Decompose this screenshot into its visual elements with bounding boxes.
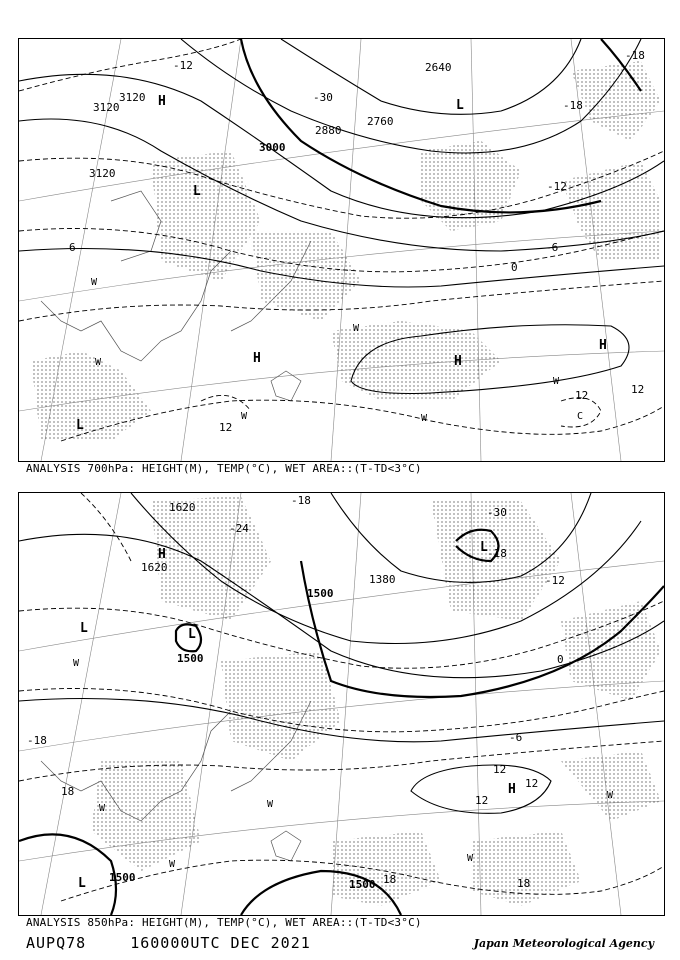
temperature-label: -30 — [313, 91, 333, 104]
height-label: 3120 — [89, 167, 116, 180]
temperature-label: 18 — [61, 785, 75, 798]
height-label: 2640 — [425, 61, 452, 74]
warm-mark: W — [241, 411, 248, 422]
temperature-label: 12 — [575, 389, 589, 402]
warm-mark: W — [99, 803, 106, 814]
pressure-center: L — [193, 184, 201, 199]
height-label: 1500 — [177, 652, 204, 665]
height-label: 2760 — [367, 115, 394, 128]
pressure-center: L — [188, 627, 196, 642]
height-labels — [89, 61, 452, 180]
pressure-center: H — [253, 351, 261, 366]
height-label: 3120 — [119, 91, 146, 104]
warm-mark: W — [607, 790, 614, 801]
caption-700hpa: ANALYSIS 700hPa: HEIGHT(M), TEMP(°C), WET AREA::(T-TD<3°C) — [26, 462, 422, 475]
bulletin-code: AUPQ78 — [26, 934, 87, 952]
pressure-center: L — [76, 418, 84, 433]
height-label: 3120 — [93, 101, 120, 114]
bulletin-header — [26, 934, 311, 952]
temperature-label: -18 — [291, 494, 311, 507]
map-850hpa-svg — [19, 493, 664, 915]
warm-mark: W — [169, 859, 176, 870]
height-label: 1500 — [307, 587, 334, 600]
pressure-center: H — [158, 547, 166, 562]
temperature-label: 12 — [475, 794, 489, 807]
wet-area — [91, 496, 661, 906]
pressure-center: L — [456, 98, 464, 113]
map-700hpa-svg — [19, 39, 664, 461]
temperature-label: -12 — [547, 180, 567, 193]
pressure-center: H — [454, 354, 462, 369]
temperature-label: -18 — [487, 547, 507, 560]
temperature-label: -30 — [487, 506, 507, 519]
height-label: 2880 — [315, 124, 342, 137]
temperature-label: 12 — [219, 421, 233, 434]
temperature-label: -12 — [173, 59, 193, 72]
temperature-label: 18 — [517, 877, 531, 890]
pressure-center: L — [78, 876, 86, 891]
temperature-label: -24 — [229, 522, 249, 535]
temperature-label: 18 — [383, 873, 397, 886]
temperature-label: -6 — [545, 241, 559, 254]
height-label: 1620 — [169, 501, 196, 514]
warm-mark: W — [421, 413, 428, 424]
warm-mark: W — [353, 323, 360, 334]
warm-mark: W — [467, 853, 474, 864]
temperature-label: 6 — [69, 241, 76, 254]
pressure-center: H — [158, 94, 166, 109]
warm-mark: W — [553, 376, 560, 387]
temperature-label: 12 — [493, 763, 507, 776]
bulletin-time: 160000UTC DEC 2021 — [130, 934, 311, 952]
temperature-label: -18 — [27, 734, 47, 747]
temperature-label: 12 — [631, 383, 645, 396]
height-label: 1620 — [141, 561, 168, 574]
height-label: 1380 — [369, 573, 396, 586]
map-850hpa — [18, 492, 665, 916]
height-label: 3000 — [259, 141, 286, 154]
height-label: 1500 — [349, 878, 376, 891]
agency-name: Japan Meteorological Agency — [473, 937, 654, 950]
temperature-label: 12 — [525, 777, 539, 790]
warm-mark: W — [267, 799, 274, 810]
map-700hpa — [18, 38, 665, 462]
warm-mark: W — [95, 357, 102, 368]
cold-mark: C — [577, 411, 584, 422]
pressure-center: H — [599, 338, 607, 353]
temperature-label: 0 — [511, 261, 518, 274]
temperature-label: -6 — [509, 731, 523, 744]
caption-850hpa: ANALYSIS 850hPa: HEIGHT(M), TEMP(°C), WET AREA::(T-TD<3°C) — [26, 916, 422, 929]
temperature-label: -12 — [545, 574, 565, 587]
temperature-label: -18 — [563, 99, 583, 112]
warm-mark: W — [73, 658, 80, 669]
pressure-center: H — [508, 782, 516, 797]
warm-mark: W — [91, 277, 98, 288]
height-label: 1500 — [109, 871, 136, 884]
temperature-label: -18 — [625, 49, 645, 62]
pressure-center: L — [480, 540, 488, 555]
temperature-label: 0 — [557, 653, 564, 666]
pressure-center: L — [80, 621, 88, 636]
